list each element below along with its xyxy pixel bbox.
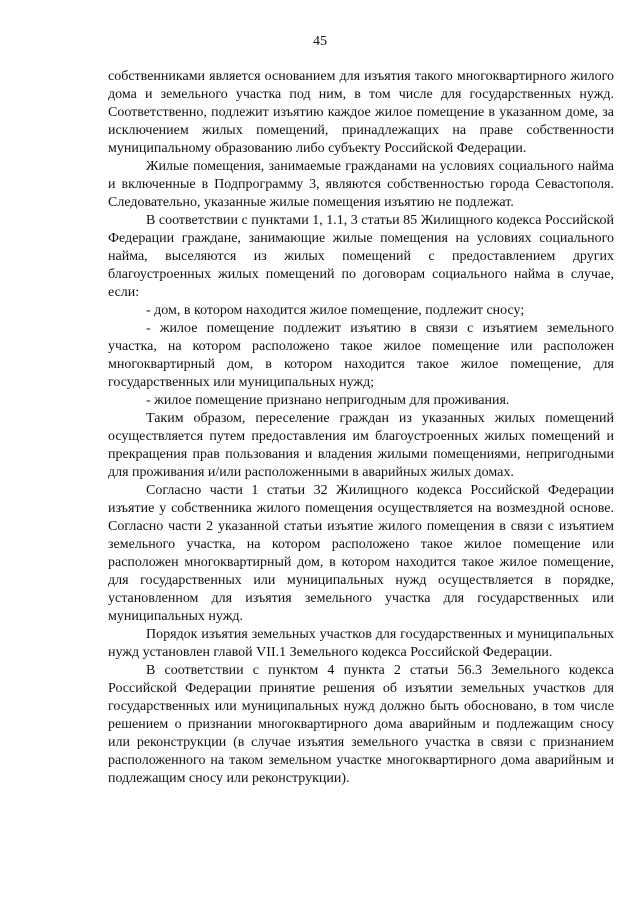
document-body: [108, 68, 614, 788]
paragraph-5: Согласно части 1 статьи 32 Жилищного кодекса Российской Федерации изъятие у собственника жилого помещения осуществляется на возмездной основе. Согласно части 2 указанной статьи изъятие жилого помещения в связи с изъятием земельного участка, на котором расположено такое жилое помещение или расположен многоквартирный дом, в котором находится такое жилое помещение, для государственных или муниципальных нужд осуществляется в порядке, установленном для изъятия земельного участка для государственных или муниципальных нужд.: [108, 483, 614, 624]
paragraph-7: В соответствии с пунктом 4 пункта 2 статьи 56.3 Земельного кодекса Российской Федерации принятие решения об изъятии земельных участков для государственных или муниципальных нужд должно быть обосновано, в том числе решением о признании многоквартирного дома аварийным и подлежащим сносу или реконструкции (в случае изъятия земельного участка в связи с признанием расположенного на таком земельном участке многоквартирного дома аварийным и подлежащим сносу или реконструкции).: [108, 663, 614, 786]
paragraph-2: Жилые помещения, занимаемые гражданами на условиях социального найма и включенные в Подпрограмму 3, являются собственностью города Севастополя. Следовательно, указанные жилые помещения изъятию не подлежат.: [108, 159, 614, 210]
list-item-1: - дом, в котором находится жилое помещение, подлежит сносу;: [146, 303, 525, 318]
list-item-3: - жилое помещение признано непригодным для проживания.: [146, 393, 510, 408]
list-item-2: - жилое помещение подлежит изъятию в связи с изъятием земельного участка, на котором расположено такое жилое помещение или расположен многоквартирный дом, в котором находится такое жилое помещение, для государственных или муниципальных нужд;: [108, 321, 614, 390]
paragraph-6: Порядок изъятия земельных участков для государственных и муниципальных нужд установлен главой VII.1 Земельного кодекса Российской Федерации.: [108, 627, 614, 660]
paragraph-3: В соответствии с пунктами 1, 1.1, 3 статьи 85 Жилищного кодекса Российской Федерации граждане, занимающие жилые помещения на условиях социального найма, выселяются из жилых помещений с предоставлением других благоустроенных жилых помещений по договорам социального найма в случае, если:: [108, 213, 614, 300]
page-number: 45: [313, 34, 327, 49]
paragraph-1: собственниками является основанием для изъятия такого многоквартирного жилого дома и земельного участка под ним, в том числе для государственных нужд. Соответственно, подлежит изъятию каждое жилое помещение в указанном доме, за исключением жилых помещений, принадлежащих на праве собственности муниципальному образованию либо субъекту Российской Федерации.: [108, 69, 614, 156]
paragraph-4: Таким образом, переселение граждан из указанных жилых помещений осуществляется путем предоставления им благоустроенных жилых помещений и прекращения прав пользования и владения жилыми помещениями, непригодными для проживания и/или расположенными в аварийных жилых домах.: [108, 411, 614, 480]
